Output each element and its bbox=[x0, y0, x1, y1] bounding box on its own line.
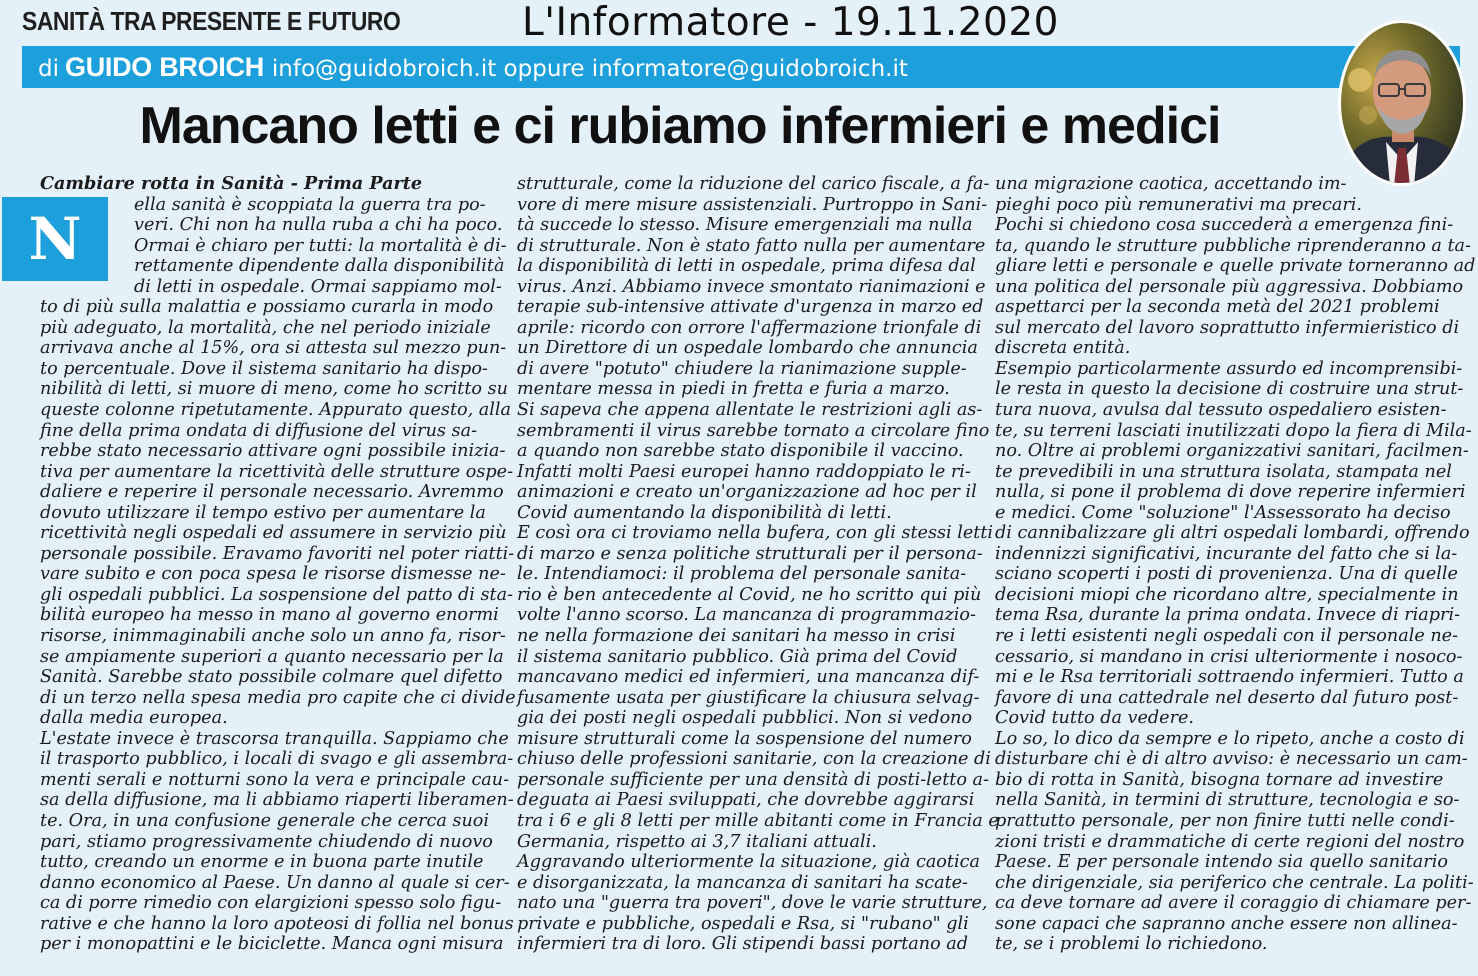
text-line: a quando non sarebbe stato disponibile il vaccino. bbox=[517, 441, 964, 462]
column-2-lines bbox=[517, 174, 999, 955]
text-line: Covid aumentando la disponibilità di letti. bbox=[517, 502, 892, 523]
text-line: Lo so, lo dico da sempre e lo ripeto, anche a costo di bbox=[995, 728, 1465, 749]
text-line: infermieri tra di loro. Gli stipendi bassi portano ad bbox=[517, 934, 969, 955]
text-line: mentare messa in piedi in fretta e furia a marzo. bbox=[517, 379, 950, 400]
text-line: cessario, si mandano in crisi ulteriormente i nosoco- bbox=[995, 646, 1463, 667]
text-line: gliare letti e personale e quelle private torneranno ad bbox=[995, 256, 1476, 277]
drop-cap-letter: N bbox=[28, 205, 82, 273]
text-line: tà succede lo stesso. Misure emergenziali ma nulla bbox=[517, 215, 973, 236]
text-line: chiuso delle professioni sanitarie, con la creazione di bbox=[517, 749, 991, 770]
text-line: il trasporto pubblico, i locali di svago e gli assembra- bbox=[40, 749, 514, 770]
text-line: danno economico al Paese. Un danno al quale si cer- bbox=[40, 872, 510, 893]
article-column-3 bbox=[995, 174, 1475, 955]
text-line: sembramenti il virus sarebbe tornato a circolare fino bbox=[517, 420, 990, 441]
text-line: per i monopattini e le biciclette. Manca ogni misura bbox=[40, 934, 504, 955]
text-line: sul mercato del lavoro soprattutto infermieristico di bbox=[995, 317, 1460, 338]
text-line: gli ospedali pubblici. La sospensione del patto di sta- bbox=[40, 584, 514, 605]
text-line: favore di una cattedrale nel deserto dal futuro post- bbox=[995, 687, 1459, 708]
text-line: di cannibalizzare gli altri ospedali lombardi, offrendo bbox=[995, 523, 1470, 544]
text-line: un Direttore di un ospedale lombardo che annuncia bbox=[517, 338, 978, 359]
text-line: di un terzo nella spesa media pro capite che ci divide bbox=[40, 687, 516, 708]
text-line: mancavano medici ed infermieri, una mancanza dif- bbox=[517, 667, 980, 688]
text-line: Ormai è chiaro per tutti: la mortalità è di- bbox=[134, 235, 507, 256]
text-line: una politica del personale più aggressiva. Dobbiamo bbox=[995, 276, 1464, 297]
text-line: che dirigenziale, sia periferico che centrale. La politi- bbox=[995, 872, 1474, 893]
section-kicker: SANITÀ TRA PRESENTE E FUTURO bbox=[22, 6, 401, 36]
article-subtitle: Cambiare rotta in Sanità - Prima Parte bbox=[40, 173, 423, 194]
column-3-lines bbox=[995, 174, 1475, 955]
text-line: bio di rotta in Sanità, bisogna tornare ad investire bbox=[995, 769, 1444, 790]
text-line: disturbare chi è di altro avviso: è necessario un cam- bbox=[995, 749, 1468, 770]
text-line: rebbe stato necessario attivare ogni possibile inizia- bbox=[40, 441, 506, 462]
text-line: dovuto utilizzare il tempo estivo per aumentare la bbox=[40, 502, 486, 523]
text-line: rettamente dipendente dalla disponibilità bbox=[134, 256, 505, 277]
text-line: gia dei posti negli ospedali pubblici. Non si vedono bbox=[517, 708, 973, 729]
text-line: re i letti esistenti negli ospedali con il personale ne- bbox=[995, 626, 1459, 647]
text-line: aspettarci per la seconda metà del 2021 problemi bbox=[995, 297, 1440, 318]
text-line: la disponibilità di letti in ospedale, prima difesa dal bbox=[517, 256, 976, 277]
text-line: sciano scoperti i posti di provenienza. Una di quelle bbox=[995, 564, 1458, 585]
text-line: una migrazione caotica, accettando im- bbox=[995, 174, 1347, 194]
text-line: di strutturale. Non è stato fatto nulla per aumentare bbox=[517, 235, 986, 256]
text-line: risorse, inimmaginabili anche solo un anno fa, risor- bbox=[40, 626, 506, 647]
text-line: te, su terreni lasciati inutilizzati dopo la fiera di Mila- bbox=[995, 420, 1472, 441]
text-line: mi e le Rsa territoriali sottraendo infermieri. Tutto a bbox=[995, 667, 1464, 688]
text-line: Si sapeva che appena allentate le restrizioni agli as- bbox=[517, 400, 983, 421]
text-line: personale possibile. Eravamo favoriti nel poter riatti- bbox=[40, 543, 515, 564]
author-contact: info@guidobroich.it oppure informatore@guidobroich.it bbox=[271, 56, 908, 82]
text-line: animazioni e creato un'organizzazione ad hoc per il bbox=[517, 482, 977, 503]
author-name: GUIDO BROICH bbox=[65, 52, 264, 82]
text-line: tura nuova, avulsa dal tessuto ospedaliero esisten- bbox=[995, 400, 1447, 421]
text-line: fine della prima ondata di diffusione del virus sa- bbox=[40, 420, 478, 441]
text-line: nato una "guerra tra poveri", dove le varie strutture, bbox=[517, 893, 988, 914]
text-line: Germania, rispetto ai 3,7 italiani attuali. bbox=[517, 831, 877, 852]
text-line: vare subito e con poca spesa le risorse dismesse ne- bbox=[40, 564, 506, 585]
text-line: le. Intendiamoci: il problema del personale sanita- bbox=[517, 564, 967, 585]
text-line: menti serali e notturni sono la vera e principale cau- bbox=[40, 769, 510, 790]
text-line: sa della diffusione, ma li abbiamo riaperti liberamen- bbox=[40, 790, 514, 811]
text-line: private e pubbliche, ospedali e Rsa, si "rubano" gli bbox=[517, 913, 969, 934]
text-line: misure strutturali come la sospensione del numero bbox=[517, 728, 972, 749]
text-line: vore di mere misure assistenziali. Purtroppo in Sani- bbox=[517, 194, 988, 215]
text-line: strutturale, come la riduzione del carico fiscale, a fa- bbox=[517, 174, 990, 194]
text-line: Sanità. Sarebbe stato possibile colmare quel difetto bbox=[40, 667, 503, 688]
text-line: te. Ora, in una confusione generale che cerca suoi bbox=[40, 810, 490, 831]
text-line: pieghi poco più remunerativi ma precari. bbox=[995, 194, 1362, 215]
text-line: no. Oltre ai problemi organizzativi sanitari, facilmen- bbox=[995, 441, 1469, 462]
text-line: fusamente usata per giustificare la chiusura selvag- bbox=[517, 687, 980, 708]
text-line: dalla media europea. bbox=[40, 708, 228, 729]
text-line: di avere "potuto" chiudere la rianimazione supple- bbox=[517, 358, 967, 379]
text-line: indennizzi significativi, incurante del fatto che si la- bbox=[995, 543, 1458, 564]
byline bbox=[38, 52, 908, 83]
text-line: tema Rsa, durante la prima ondata. Invece di riapri- bbox=[995, 605, 1461, 626]
text-line: ella sanità è scoppiata la guerra tra po- bbox=[134, 194, 486, 215]
text-line: arrivava anche al 15%, ora si attesta sul mezzo pun- bbox=[40, 338, 507, 359]
text-line: rative e che hanno la loro apoteosi di follia nel bonus bbox=[40, 913, 514, 934]
text-line: di marzo e senza politiche strutturali per il persona- bbox=[517, 543, 983, 564]
text-line: tra i 6 e gli 8 letti per mille abitanti come in Francia e bbox=[517, 810, 999, 831]
text-line: nella Sanità, in termini di strutture, tecnologia e so- bbox=[995, 790, 1460, 811]
text-line: Aggravando ulteriormente la situazione, già caotica bbox=[517, 852, 980, 873]
article-column-1 bbox=[40, 174, 516, 955]
text-line: ca deve tornare ad avere il coraggio di chiamare per- bbox=[995, 893, 1472, 914]
source-label: L'Informatore - 19.11.2020 bbox=[522, 0, 1059, 45]
text-line: ca di porre rimedio con elargizioni spesso solo figu- bbox=[40, 893, 502, 914]
article-title: Mancano letti e ci rubiamo infermieri e medici bbox=[139, 97, 1221, 155]
text-line: prattutto personale, per non finire tutti nelle condi- bbox=[995, 810, 1455, 831]
text-line: se ampiamente superiori a quanto necessario per la bbox=[40, 646, 504, 667]
text-line: zioni tristi e drammatiche di certe regioni del nostro bbox=[995, 831, 1465, 852]
text-line: E così ora ci troviamo nella bufera, con gli stessi letti bbox=[517, 523, 994, 544]
text-line: e medici. Come "soluzione" l'Assessorato ha deciso bbox=[995, 502, 1451, 523]
text-line: ne nella formazione dei sanitari ha messo in crisi bbox=[517, 626, 956, 647]
text-line: tiva per aumentare la ricettività delle strutture ospe- bbox=[40, 461, 514, 482]
text-line: tutto, creando un enorme e in buona parte inutile bbox=[40, 852, 484, 873]
text-line: virus. Anzi. Abbiamo invece smontato rianimazioni e bbox=[517, 276, 986, 297]
text-line: nibilità di letti, si muore di meno, come ho scritto su bbox=[40, 379, 508, 400]
column-1-lines bbox=[40, 195, 516, 955]
text-line: rio è ben antecedente al Covid, ne ho scritto qui più bbox=[517, 584, 982, 605]
text-line: volte l'anno scorso. La mancanza di programmazio- bbox=[517, 605, 976, 626]
text-line: veri. Chi non ha nulla ruba a chi ha poco. bbox=[134, 215, 503, 236]
text-line: di letti in ospedale. Ormai sappiamo mol- bbox=[134, 276, 502, 297]
text-line: e disorganizzata, la mancanza di sanitari ha scate- bbox=[517, 872, 969, 893]
text-line: il sistema sanitario pubblico. Già prima del Covid bbox=[517, 646, 958, 667]
article-column-2 bbox=[517, 174, 999, 955]
text-line: deguata ai Paesi sviluppati, che dovrebbe aggirarsi bbox=[517, 790, 975, 811]
text-line: terapie sub-intensive attivate d'urgenza in marzo ed bbox=[517, 297, 984, 318]
text-line: nulla, si pone il problema di dove reperire infermieri bbox=[995, 482, 1466, 503]
text-line: te, se i problemi lo richiedono. bbox=[995, 934, 1268, 955]
text-line: personale sufficiente per una densità di posti-letto a- bbox=[517, 769, 989, 790]
text-line: te prevedibili in una struttura isolata, stampata nel bbox=[995, 461, 1452, 482]
text-line: daliere e reperire il personale necessario. Avremmo bbox=[40, 482, 504, 503]
text-line: Pochi si chiedono cosa succederà a emergenza fini- bbox=[995, 215, 1454, 236]
text-line: più adeguato, la mortalità, che nel periodo iniziale bbox=[40, 317, 491, 338]
text-line: discreta entità. bbox=[995, 338, 1131, 359]
text-line: ta, quando le strutture pubbliche riprenderanno a ta- bbox=[995, 235, 1471, 256]
byline-prefix: di bbox=[38, 56, 59, 82]
text-line: Infatti molti Paesi europei hanno raddoppiato le ri- bbox=[517, 461, 971, 482]
text-line: queste colonne ripetutamente. Appurato questo, alla bbox=[40, 400, 512, 421]
text-line: Paese. E per personale intendo sia quello sanitario bbox=[995, 852, 1448, 873]
text-line: L'estate invece è trascorsa tranquilla. Sappiamo che bbox=[40, 728, 509, 749]
text-line: bilità europeo ha messo in mano al governo enormi bbox=[40, 605, 499, 626]
text-line: sone capaci che sapranno anche essere non allinea- bbox=[995, 913, 1458, 934]
text-line: Esempio particolarmente assurdo ed incomprensibi- bbox=[995, 358, 1463, 379]
text-line: ricettività negli ospedali ed assumere in servizio più bbox=[40, 523, 507, 544]
text-line: decisioni miopi che ricordano altre, specialmente in bbox=[995, 584, 1459, 605]
text-line: aprile: ricordo con orrore l'affermazione trionfale di bbox=[517, 317, 982, 338]
text-line: to percentuale. Dove il sistema sanitario ha dispo- bbox=[40, 358, 488, 379]
text-line: to di più sulla malattia e possiamo curarla in modo bbox=[40, 297, 494, 318]
text-line: le resta in questo la decisione di costruire una strut- bbox=[995, 379, 1464, 400]
text-line: pari, stiamo progressivamente chiudendo di nuovo bbox=[40, 831, 493, 852]
text-line: Covid tutto da vedere. bbox=[995, 708, 1194, 729]
